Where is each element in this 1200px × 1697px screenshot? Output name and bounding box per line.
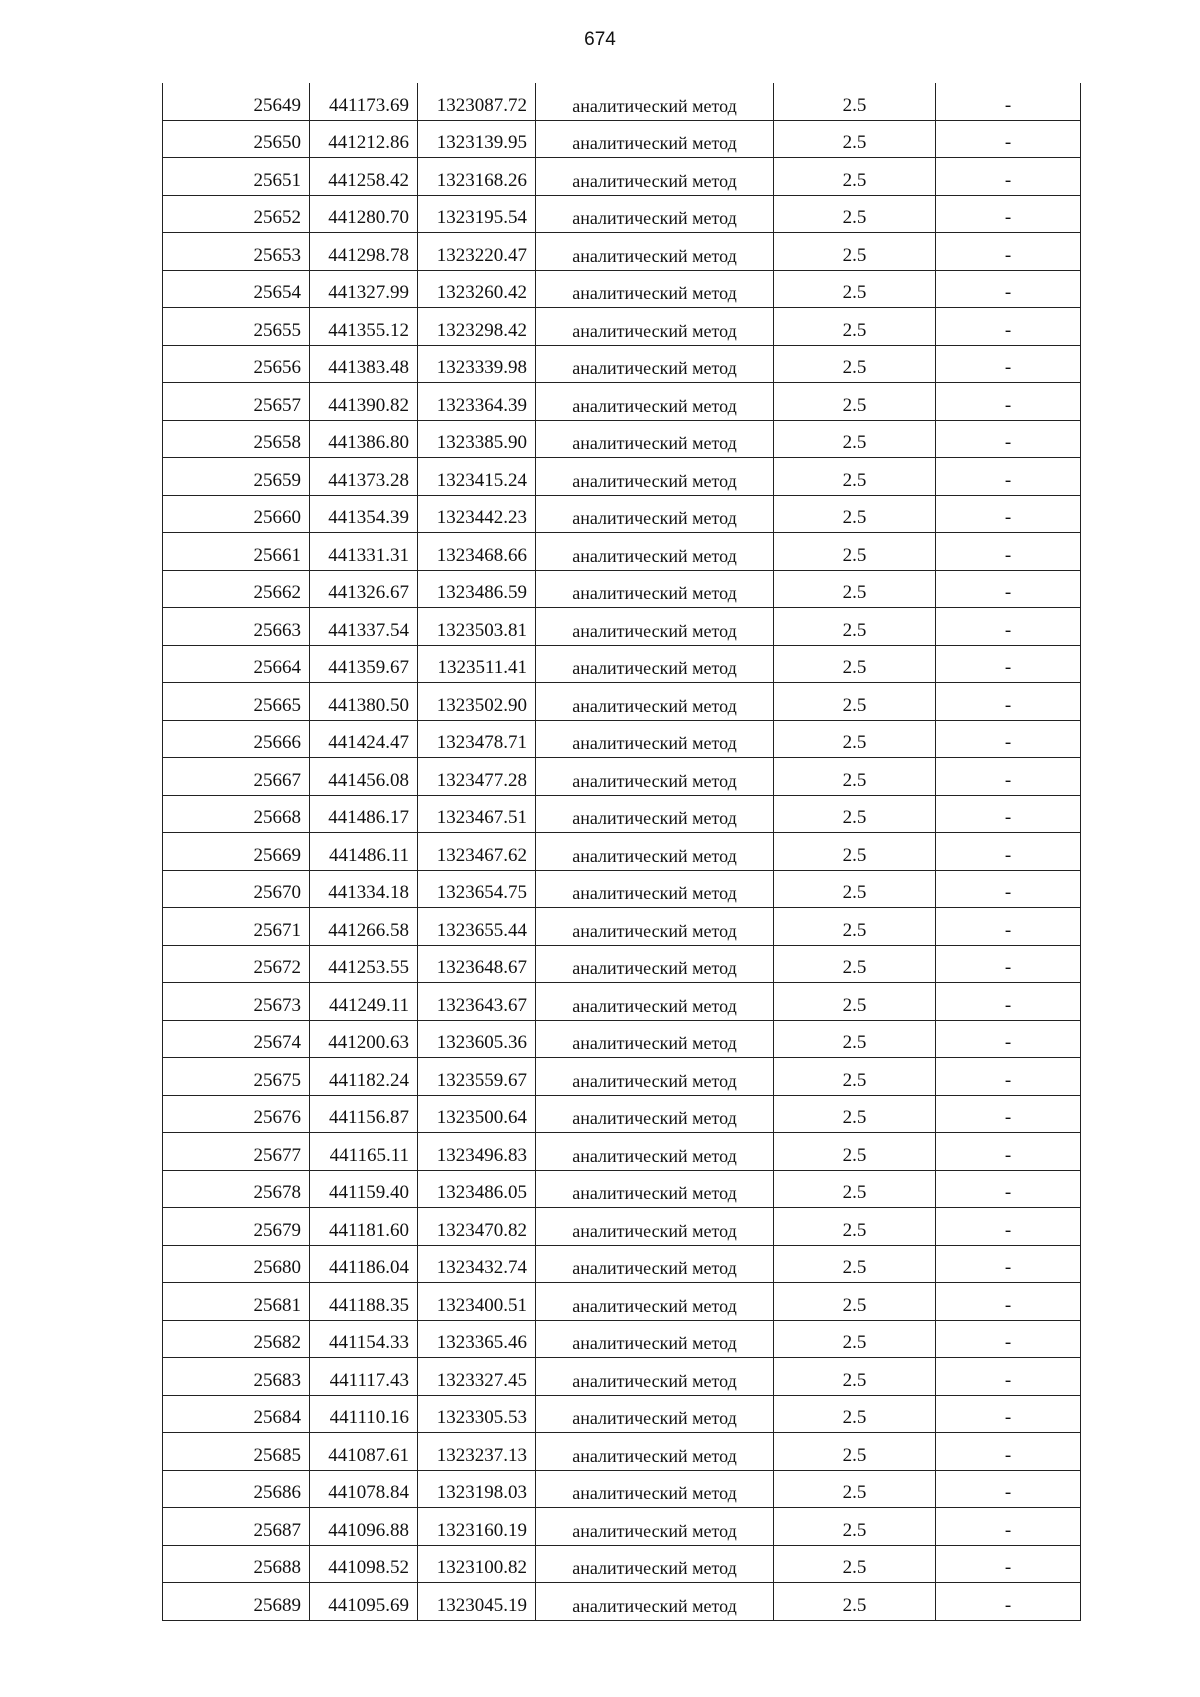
point-number-cell: 25655 — [163, 308, 310, 346]
y-coordinate-cell: 1323045.19 — [418, 1583, 536, 1621]
method-cell: аналитический метод — [536, 1320, 774, 1358]
accuracy-cell: 2.5 — [774, 758, 936, 796]
accuracy-cell: 2.5 — [774, 870, 936, 908]
accuracy-cell: 2.5 — [774, 1283, 936, 1321]
y-coordinate-cell: 1323486.05 — [418, 1170, 536, 1208]
accuracy-cell: 2.5 — [774, 120, 936, 158]
x-coordinate-cell: 441110.16 — [310, 1395, 418, 1433]
table-row — [163, 1545, 1081, 1583]
note-cell: - — [936, 120, 1081, 158]
table-row — [163, 1133, 1081, 1171]
method-cell: аналитический метод — [536, 1358, 774, 1396]
table-row — [163, 1508, 1081, 1546]
x-coordinate-cell: 441424.47 — [310, 720, 418, 758]
note-cell: - — [936, 1583, 1081, 1621]
y-coordinate-cell: 1323467.51 — [418, 795, 536, 833]
note-cell: - — [936, 533, 1081, 571]
note-cell: - — [936, 308, 1081, 346]
point-number-cell: 25649 — [163, 83, 310, 120]
note-cell: - — [936, 1058, 1081, 1096]
y-coordinate-cell: 1323160.19 — [418, 1508, 536, 1546]
table-row — [163, 308, 1081, 346]
accuracy-cell: 2.5 — [774, 1545, 936, 1583]
accuracy-cell: 2.5 — [774, 1508, 936, 1546]
method-cell: аналитический метод — [536, 570, 774, 608]
x-coordinate-cell: 441096.88 — [310, 1508, 418, 1546]
point-number-cell: 25663 — [163, 608, 310, 646]
note-cell: - — [936, 645, 1081, 683]
method-cell: аналитический метод — [536, 720, 774, 758]
note-cell: - — [936, 1395, 1081, 1433]
point-number-cell: 25671 — [163, 908, 310, 946]
note-cell: - — [936, 945, 1081, 983]
method-cell: аналитический метод — [536, 233, 774, 271]
note-cell: - — [936, 570, 1081, 608]
note-cell: - — [936, 870, 1081, 908]
point-number-cell: 25650 — [163, 120, 310, 158]
y-coordinate-cell: 1323432.74 — [418, 1245, 536, 1283]
y-coordinate-cell: 1323500.64 — [418, 1095, 536, 1133]
point-number-cell: 25668 — [163, 795, 310, 833]
x-coordinate-cell: 441280.70 — [310, 195, 418, 233]
table-row — [163, 870, 1081, 908]
y-coordinate-cell: 1323100.82 — [418, 1545, 536, 1583]
method-cell: аналитический метод — [536, 1545, 774, 1583]
x-coordinate-cell: 441486.17 — [310, 795, 418, 833]
accuracy-cell: 2.5 — [774, 1058, 936, 1096]
table-row — [163, 533, 1081, 571]
y-coordinate-cell: 1323502.90 — [418, 683, 536, 721]
x-coordinate-cell: 441188.35 — [310, 1283, 418, 1321]
y-coordinate-cell: 1323220.47 — [418, 233, 536, 271]
y-coordinate-cell: 1323643.67 — [418, 983, 536, 1021]
note-cell: - — [936, 195, 1081, 233]
y-coordinate-cell: 1323260.42 — [418, 270, 536, 308]
method-cell: аналитический метод — [536, 1395, 774, 1433]
note-cell: - — [936, 1320, 1081, 1358]
y-coordinate-cell: 1323648.67 — [418, 945, 536, 983]
table-row — [163, 570, 1081, 608]
note-cell: - — [936, 1208, 1081, 1246]
point-number-cell: 25679 — [163, 1208, 310, 1246]
note-cell: - — [936, 383, 1081, 421]
y-coordinate-cell: 1323415.24 — [418, 458, 536, 496]
accuracy-cell: 2.5 — [774, 308, 936, 346]
accuracy-cell: 2.5 — [774, 83, 936, 120]
point-number-cell: 25659 — [163, 458, 310, 496]
point-number-cell: 25664 — [163, 645, 310, 683]
y-coordinate-cell: 1323511.41 — [418, 645, 536, 683]
note-cell: - — [936, 833, 1081, 871]
x-coordinate-cell: 441249.11 — [310, 983, 418, 1021]
x-coordinate-cell: 441383.48 — [310, 345, 418, 383]
point-number-cell: 25682 — [163, 1320, 310, 1358]
table-row — [163, 1245, 1081, 1283]
point-number-cell: 25686 — [163, 1470, 310, 1508]
accuracy-cell: 2.5 — [774, 608, 936, 646]
y-coordinate-cell: 1323486.59 — [418, 570, 536, 608]
x-coordinate-cell: 441165.11 — [310, 1133, 418, 1171]
coordinates-table — [162, 83, 1081, 1621]
accuracy-cell: 2.5 — [774, 720, 936, 758]
note-cell: - — [936, 345, 1081, 383]
note-cell: - — [936, 1245, 1081, 1283]
table-row — [163, 195, 1081, 233]
accuracy-cell: 2.5 — [774, 195, 936, 233]
accuracy-cell: 2.5 — [774, 683, 936, 721]
x-coordinate-cell: 441159.40 — [310, 1170, 418, 1208]
y-coordinate-cell: 1323139.95 — [418, 120, 536, 158]
x-coordinate-cell: 441156.87 — [310, 1095, 418, 1133]
table-row — [163, 458, 1081, 496]
y-coordinate-cell: 1323654.75 — [418, 870, 536, 908]
note-cell: - — [936, 83, 1081, 120]
x-coordinate-cell: 441078.84 — [310, 1470, 418, 1508]
method-cell: аналитический метод — [536, 345, 774, 383]
method-cell: аналитический метод — [536, 1583, 774, 1621]
accuracy-cell: 2.5 — [774, 158, 936, 196]
method-cell: аналитический метод — [536, 1020, 774, 1058]
x-coordinate-cell: 441326.67 — [310, 570, 418, 608]
accuracy-cell: 2.5 — [774, 345, 936, 383]
y-coordinate-cell: 1323400.51 — [418, 1283, 536, 1321]
table-row — [163, 1433, 1081, 1471]
note-cell: - — [936, 270, 1081, 308]
x-coordinate-cell: 441253.55 — [310, 945, 418, 983]
accuracy-cell: 2.5 — [774, 1470, 936, 1508]
method-cell: аналитический метод — [536, 195, 774, 233]
point-number-cell: 25669 — [163, 833, 310, 871]
accuracy-cell: 2.5 — [774, 833, 936, 871]
x-coordinate-cell: 441186.04 — [310, 1245, 418, 1283]
x-coordinate-cell: 441355.12 — [310, 308, 418, 346]
accuracy-cell: 2.5 — [774, 1395, 936, 1433]
y-coordinate-cell: 1323198.03 — [418, 1470, 536, 1508]
point-number-cell: 25681 — [163, 1283, 310, 1321]
method-cell: аналитический метод — [536, 1433, 774, 1471]
point-number-cell: 25688 — [163, 1545, 310, 1583]
method-cell: аналитический метод — [536, 158, 774, 196]
note-cell: - — [936, 720, 1081, 758]
x-coordinate-cell: 441154.33 — [310, 1320, 418, 1358]
method-cell: аналитический метод — [536, 83, 774, 120]
table-row — [163, 1395, 1081, 1433]
point-number-cell: 25675 — [163, 1058, 310, 1096]
note-cell: - — [936, 458, 1081, 496]
y-coordinate-cell: 1323442.23 — [418, 495, 536, 533]
point-number-cell: 25672 — [163, 945, 310, 983]
note-cell: - — [936, 908, 1081, 946]
note-cell: - — [936, 683, 1081, 721]
method-cell: аналитический метод — [536, 458, 774, 496]
accuracy-cell: 2.5 — [774, 420, 936, 458]
note-cell: - — [936, 1433, 1081, 1471]
x-coordinate-cell: 441266.58 — [310, 908, 418, 946]
point-number-cell: 25680 — [163, 1245, 310, 1283]
accuracy-cell: 2.5 — [774, 1320, 936, 1358]
table-row — [163, 83, 1081, 120]
method-cell: аналитический метод — [536, 645, 774, 683]
note-cell: - — [936, 1020, 1081, 1058]
point-number-cell: 25676 — [163, 1095, 310, 1133]
x-coordinate-cell: 441182.24 — [310, 1058, 418, 1096]
accuracy-cell: 2.5 — [774, 383, 936, 421]
method-cell: аналитический метод — [536, 1208, 774, 1246]
table-row — [163, 1095, 1081, 1133]
x-coordinate-cell: 441456.08 — [310, 758, 418, 796]
point-number-cell: 25651 — [163, 158, 310, 196]
y-coordinate-cell: 1323467.62 — [418, 833, 536, 871]
point-number-cell: 25653 — [163, 233, 310, 271]
y-coordinate-cell: 1323327.45 — [418, 1358, 536, 1396]
point-number-cell: 25661 — [163, 533, 310, 571]
table-row — [163, 1470, 1081, 1508]
note-cell: - — [936, 1133, 1081, 1171]
table-row — [163, 383, 1081, 421]
accuracy-cell: 2.5 — [774, 1133, 936, 1171]
note-cell: - — [936, 758, 1081, 796]
table-row — [163, 908, 1081, 946]
method-cell: аналитический метод — [536, 270, 774, 308]
note-cell: - — [936, 795, 1081, 833]
x-coordinate-cell: 441181.60 — [310, 1208, 418, 1246]
table-row — [163, 345, 1081, 383]
note-cell: - — [936, 1095, 1081, 1133]
table-row — [163, 420, 1081, 458]
x-coordinate-cell: 441334.18 — [310, 870, 418, 908]
coordinates-table-body — [163, 83, 1081, 1620]
x-coordinate-cell: 441390.82 — [310, 383, 418, 421]
note-cell: - — [936, 1545, 1081, 1583]
point-number-cell: 25660 — [163, 495, 310, 533]
accuracy-cell: 2.5 — [774, 1433, 936, 1471]
accuracy-cell: 2.5 — [774, 1095, 936, 1133]
method-cell: аналитический метод — [536, 945, 774, 983]
y-coordinate-cell: 1323470.82 — [418, 1208, 536, 1246]
note-cell: - — [936, 983, 1081, 1021]
method-cell: аналитический метод — [536, 1245, 774, 1283]
accuracy-cell: 2.5 — [774, 495, 936, 533]
y-coordinate-cell: 1323298.42 — [418, 308, 536, 346]
y-coordinate-cell: 1323195.54 — [418, 195, 536, 233]
x-coordinate-cell: 441117.43 — [310, 1358, 418, 1396]
y-coordinate-cell: 1323364.39 — [418, 383, 536, 421]
point-number-cell: 25662 — [163, 570, 310, 608]
table-row — [163, 270, 1081, 308]
y-coordinate-cell: 1323605.36 — [418, 1020, 536, 1058]
y-coordinate-cell: 1323237.13 — [418, 1433, 536, 1471]
x-coordinate-cell: 441173.69 — [310, 83, 418, 120]
y-coordinate-cell: 1323496.83 — [418, 1133, 536, 1171]
coordinates-table-container — [162, 83, 1081, 1621]
accuracy-cell: 2.5 — [774, 270, 936, 308]
point-number-cell: 25658 — [163, 420, 310, 458]
x-coordinate-cell: 441354.39 — [310, 495, 418, 533]
note-cell: - — [936, 233, 1081, 271]
method-cell: аналитический метод — [536, 308, 774, 346]
x-coordinate-cell: 441095.69 — [310, 1583, 418, 1621]
method-cell: аналитический метод — [536, 683, 774, 721]
table-row — [163, 1358, 1081, 1396]
table-row — [163, 608, 1081, 646]
method-cell: аналитический метод — [536, 1058, 774, 1096]
accuracy-cell: 2.5 — [774, 908, 936, 946]
point-number-cell: 25657 — [163, 383, 310, 421]
x-coordinate-cell: 441212.86 — [310, 120, 418, 158]
table-row — [163, 120, 1081, 158]
y-coordinate-cell: 1323655.44 — [418, 908, 536, 946]
accuracy-cell: 2.5 — [774, 233, 936, 271]
note-cell: - — [936, 1508, 1081, 1546]
table-row — [163, 945, 1081, 983]
x-coordinate-cell: 441331.31 — [310, 533, 418, 571]
table-row — [163, 1320, 1081, 1358]
method-cell: аналитический метод — [536, 908, 774, 946]
y-coordinate-cell: 1323168.26 — [418, 158, 536, 196]
method-cell: аналитический метод — [536, 870, 774, 908]
method-cell: аналитический метод — [536, 495, 774, 533]
point-number-cell: 25678 — [163, 1170, 310, 1208]
x-coordinate-cell: 441327.99 — [310, 270, 418, 308]
y-coordinate-cell: 1323305.53 — [418, 1395, 536, 1433]
accuracy-cell: 2.5 — [774, 983, 936, 1021]
x-coordinate-cell: 441486.11 — [310, 833, 418, 871]
accuracy-cell: 2.5 — [774, 1170, 936, 1208]
accuracy-cell: 2.5 — [774, 1245, 936, 1283]
table-row — [163, 1283, 1081, 1321]
x-coordinate-cell: 441200.63 — [310, 1020, 418, 1058]
y-coordinate-cell: 1323339.98 — [418, 345, 536, 383]
accuracy-cell: 2.5 — [774, 1208, 936, 1246]
point-number-cell: 25683 — [163, 1358, 310, 1396]
point-number-cell: 25652 — [163, 195, 310, 233]
x-coordinate-cell: 441373.28 — [310, 458, 418, 496]
table-row — [163, 645, 1081, 683]
accuracy-cell: 2.5 — [774, 1583, 936, 1621]
note-cell: - — [936, 495, 1081, 533]
accuracy-cell: 2.5 — [774, 645, 936, 683]
method-cell: аналитический метод — [536, 1170, 774, 1208]
y-coordinate-cell: 1323365.46 — [418, 1320, 536, 1358]
point-number-cell: 25666 — [163, 720, 310, 758]
note-cell: - — [936, 158, 1081, 196]
method-cell: аналитический метод — [536, 533, 774, 571]
method-cell: аналитический метод — [536, 120, 774, 158]
method-cell: аналитический метод — [536, 833, 774, 871]
method-cell: аналитический метод — [536, 383, 774, 421]
point-number-cell: 25673 — [163, 983, 310, 1021]
note-cell: - — [936, 1358, 1081, 1396]
table-row — [163, 233, 1081, 271]
accuracy-cell: 2.5 — [774, 533, 936, 571]
table-row — [163, 495, 1081, 533]
x-coordinate-cell: 441359.67 — [310, 645, 418, 683]
accuracy-cell: 2.5 — [774, 458, 936, 496]
table-row — [163, 1208, 1081, 1246]
accuracy-cell: 2.5 — [774, 795, 936, 833]
point-number-cell: 25685 — [163, 1433, 310, 1471]
point-number-cell: 25689 — [163, 1583, 310, 1621]
accuracy-cell: 2.5 — [774, 570, 936, 608]
method-cell: аналитический метод — [536, 1470, 774, 1508]
table-row — [163, 1170, 1081, 1208]
x-coordinate-cell: 441087.61 — [310, 1433, 418, 1471]
table-row — [163, 1020, 1081, 1058]
table-row — [163, 833, 1081, 871]
table-row — [163, 720, 1081, 758]
table-row — [163, 795, 1081, 833]
point-number-cell: 25684 — [163, 1395, 310, 1433]
y-coordinate-cell: 1323478.71 — [418, 720, 536, 758]
y-coordinate-cell: 1323385.90 — [418, 420, 536, 458]
method-cell: аналитический метод — [536, 758, 774, 796]
table-row — [163, 683, 1081, 721]
y-coordinate-cell: 1323559.67 — [418, 1058, 536, 1096]
note-cell: - — [936, 420, 1081, 458]
method-cell: аналитический метод — [536, 1133, 774, 1171]
method-cell: аналитический метод — [536, 795, 774, 833]
note-cell: - — [936, 1283, 1081, 1321]
table-row — [163, 1058, 1081, 1096]
x-coordinate-cell: 441298.78 — [310, 233, 418, 271]
point-number-cell: 25677 — [163, 1133, 310, 1171]
table-row — [163, 1583, 1081, 1621]
x-coordinate-cell: 441258.42 — [310, 158, 418, 196]
method-cell: аналитический метод — [536, 1508, 774, 1546]
table-row — [163, 758, 1081, 796]
point-number-cell: 25687 — [163, 1508, 310, 1546]
method-cell: аналитический метод — [536, 608, 774, 646]
x-coordinate-cell: 441098.52 — [310, 1545, 418, 1583]
y-coordinate-cell: 1323468.66 — [418, 533, 536, 571]
note-cell: - — [936, 1170, 1081, 1208]
point-number-cell: 25670 — [163, 870, 310, 908]
point-number-cell: 25656 — [163, 345, 310, 383]
accuracy-cell: 2.5 — [774, 945, 936, 983]
method-cell: аналитический метод — [536, 420, 774, 458]
y-coordinate-cell: 1323503.81 — [418, 608, 536, 646]
x-coordinate-cell: 441386.80 — [310, 420, 418, 458]
method-cell: аналитический метод — [536, 1095, 774, 1133]
note-cell: - — [936, 608, 1081, 646]
accuracy-cell: 2.5 — [774, 1358, 936, 1396]
y-coordinate-cell: 1323477.28 — [418, 758, 536, 796]
page-number: 674 — [584, 29, 616, 50]
x-coordinate-cell: 441337.54 — [310, 608, 418, 646]
y-coordinate-cell: 1323087.72 — [418, 83, 536, 120]
accuracy-cell: 2.5 — [774, 1020, 936, 1058]
note-cell: - — [936, 1470, 1081, 1508]
table-row — [163, 983, 1081, 1021]
point-number-cell: 25667 — [163, 758, 310, 796]
point-number-cell: 25665 — [163, 683, 310, 721]
point-number-cell: 25654 — [163, 270, 310, 308]
table-row — [163, 158, 1081, 196]
point-number-cell: 25674 — [163, 1020, 310, 1058]
x-coordinate-cell: 441380.50 — [310, 683, 418, 721]
method-cell: аналитический метод — [536, 1283, 774, 1321]
method-cell: аналитический метод — [536, 983, 774, 1021]
